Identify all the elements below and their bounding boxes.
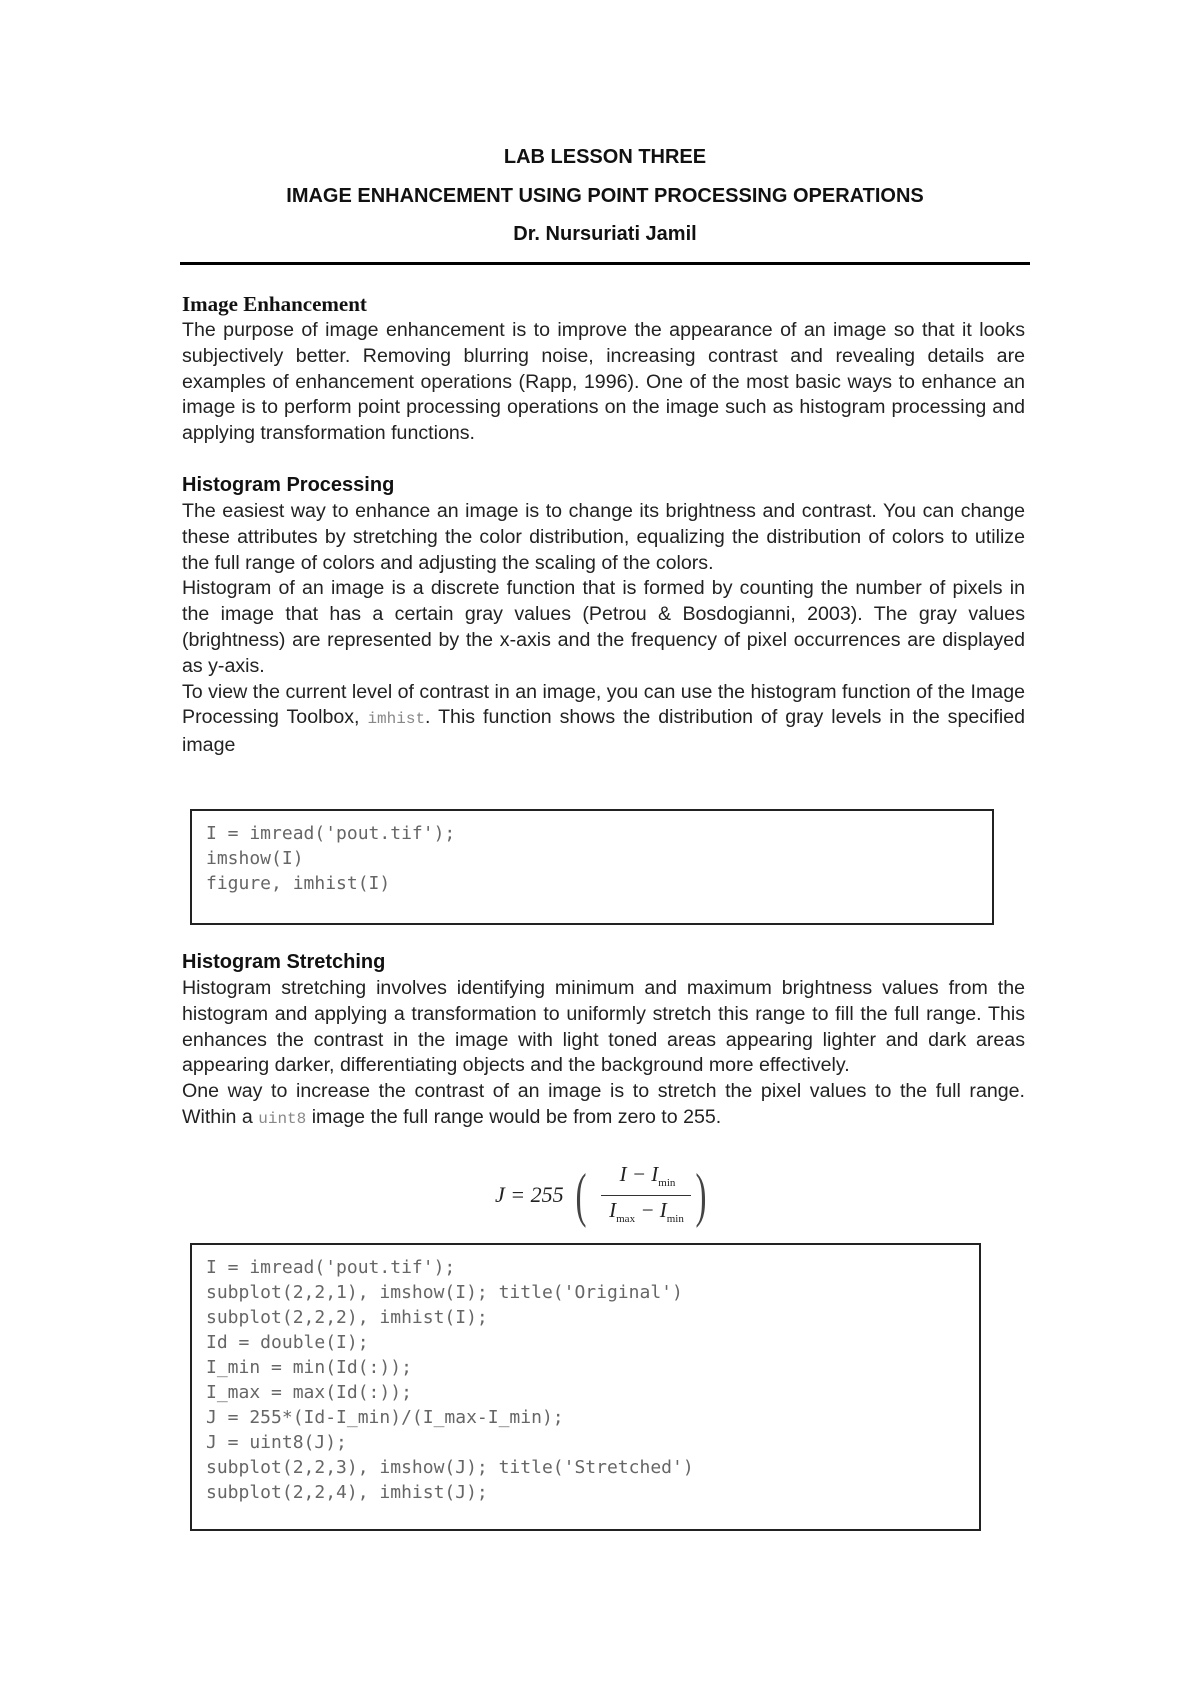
paragraph-image-enhancement xyxy=(182,318,1025,447)
code-line: figure, imhist(I) xyxy=(206,873,391,894)
author-name: Dr. Nursuriati Jamil xyxy=(513,223,697,245)
paragraph-text: The easiest way to enhance an image is to change its brightness and contrast. You can change these attributes by stretching the color distribution, equalizing the distribution of colors to utilize the full range of colors and adjusting the scaling of the colors. xyxy=(182,500,1025,574)
code-block-stretching xyxy=(190,1243,981,1531)
code-line: subplot(2,2,3), imshow(J); title('Stretched') xyxy=(206,1457,694,1478)
text-run: . This function shows the distribution of gray levels in the specified image xyxy=(182,706,1025,757)
code-line: J = 255*(Id-I_min)/(I_max-I_min); xyxy=(206,1407,564,1428)
paragraph-histogram-stretching xyxy=(182,976,1025,1133)
inline-code: imhist xyxy=(367,710,426,729)
section-title-histogram-stretching: Histogram Stretching xyxy=(182,951,386,973)
section-title-image-enhancement: Image Enhancement xyxy=(182,292,367,316)
max-subscript: max xyxy=(616,1213,636,1226)
section-title-histogram-processing: Histogram Processing xyxy=(182,474,395,496)
paragraph-histogram-processing xyxy=(182,499,1025,759)
code-block-imhist xyxy=(190,809,994,925)
code-line: I = imread('pout.tif'); xyxy=(206,823,456,844)
text-run: To view the current level of contrast in an image, you can use the histogram function of the Image Processing Toolbox, xyxy=(182,680,1025,729)
code-line: I_max = max(Id(:)); xyxy=(206,1382,412,1403)
fraction-bar xyxy=(601,1195,691,1196)
header-divider xyxy=(180,262,1030,265)
min-subscript: min xyxy=(666,1213,684,1226)
paragraph-text: Histogram of an image is a discrete function that is formed by counting the number of pixels in the image that has a certain gray values (Petrou & Bosdogianni, 2003). The gray values (brightness) are represented by the x-axis and the frequency of pixel occurrences are displayed as y-axis. xyxy=(182,577,1025,677)
min-subscript: min xyxy=(658,1177,676,1190)
text-run: image the full range would be from zero to 255. xyxy=(306,1105,722,1128)
paragraph-text: The purpose of image enhancement is to improve the appearance of an image so that it looks subjectively better. Removing blurring noise, increasing contrast and revealing details are examples of enhancement operations (Rapp, 1996). One of the most basic ways to enhance an image is to perform point processing operations on the image such as histogram processing and applying transformation functions. xyxy=(182,319,1025,445)
code-line: subplot(2,2,2), imhist(I); xyxy=(206,1307,488,1328)
code-line: imshow(I) xyxy=(206,848,304,869)
text-run: One way to increase the contrast of an image is to stretch the pixel values to the full range. Within a xyxy=(182,1080,1025,1128)
formula-numerator xyxy=(605,1162,690,1189)
right-paren: ) xyxy=(695,1162,707,1228)
numerator-term: I − I xyxy=(619,1162,659,1186)
inline-code: uint8 xyxy=(258,1109,307,1128)
denominator-term: I xyxy=(609,1198,617,1222)
lesson-label: LAB LESSON THREE xyxy=(503,146,707,168)
left-paren: ( xyxy=(575,1162,587,1228)
code-line: J = uint8(J); xyxy=(206,1432,347,1453)
code-line: Id = double(I); xyxy=(206,1332,369,1353)
formula-denominator xyxy=(599,1198,694,1225)
denominator-term: − I xyxy=(635,1198,667,1222)
code-line: subplot(2,2,1), imshow(I); title('Original') xyxy=(206,1282,683,1303)
code-line: subplot(2,2,4), imhist(J); xyxy=(206,1482,488,1503)
paragraph-text: Histogram stretching involves identifying minimum and maximum brightness values from the histogram and applying a transformation to uniformly stretch this range to fill the full range. This enhances the contrast in the image with light toned areas appearing lighter and dark areas appearing darker, differentiating objects and the background more effectively. xyxy=(182,977,1025,1077)
formula-lhs: J = 255 xyxy=(495,1182,564,1207)
document-title: IMAGE ENHANCEMENT USING POINT PROCESSING OPERATIONS xyxy=(286,185,924,207)
code-line: I = imread('pout.tif'); xyxy=(206,1257,456,1278)
code-line: I_min = min(Id(:)); xyxy=(206,1357,412,1378)
stretch-formula xyxy=(495,1162,725,1232)
paragraph-text xyxy=(182,680,1025,759)
paragraph-text xyxy=(182,1079,1025,1133)
